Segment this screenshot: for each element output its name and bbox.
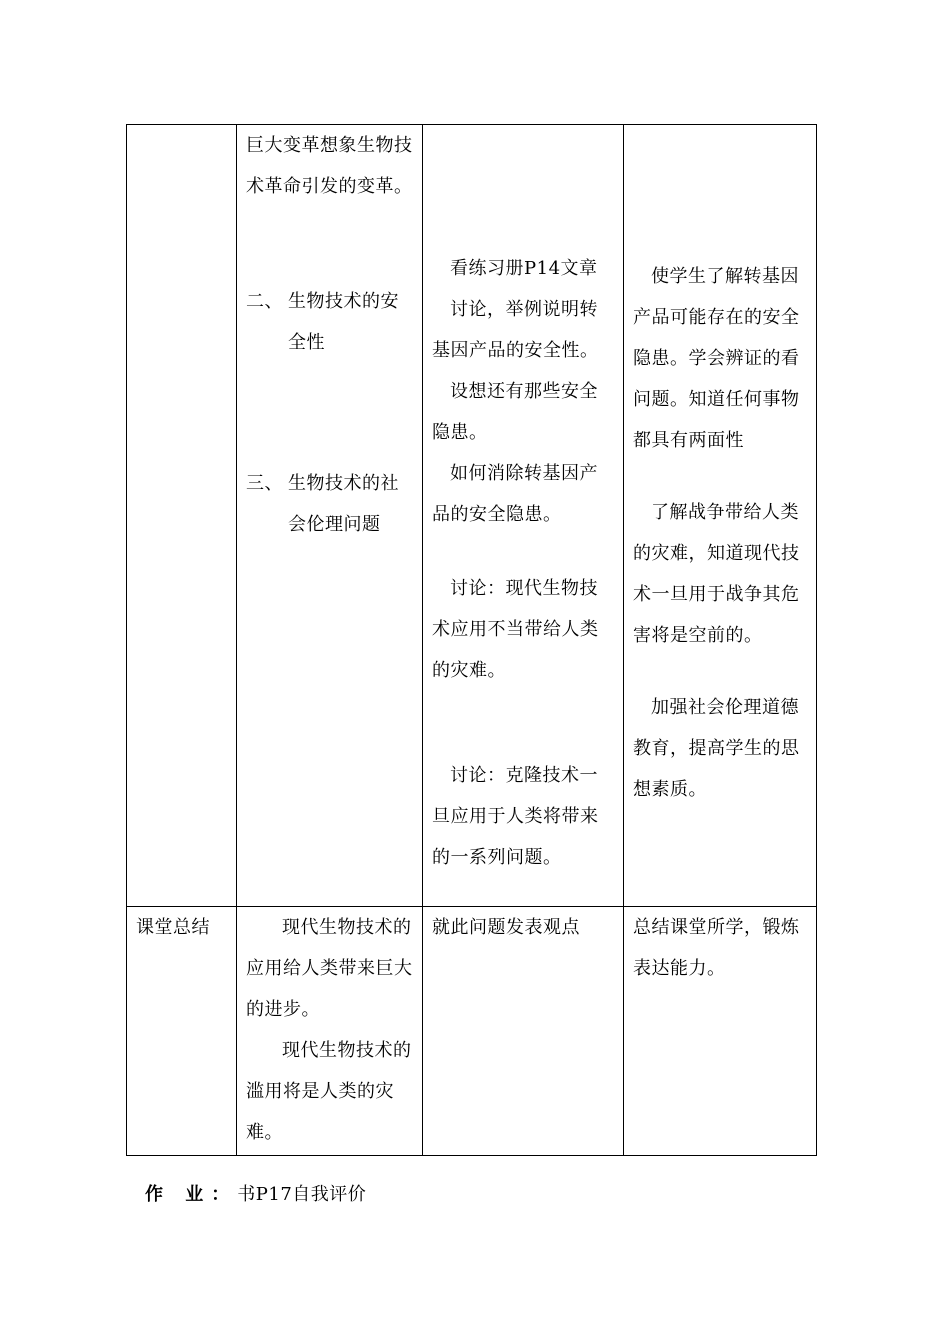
homework-line [145, 1180, 366, 1210]
section-title: 生物技术的安全性 [288, 291, 399, 353]
table-row [127, 125, 817, 907]
table-row [127, 907, 817, 1156]
goal-item: 加强社会伦理道德教育，提高学生的思想素质。 [633, 697, 800, 800]
activity-item: 讨论：克隆技术一旦应用于人类将带来的一系列问题。 [432, 765, 599, 868]
stage-cell [127, 125, 237, 907]
activity-item: 就此问题发表观点 [432, 917, 580, 938]
content-cell [237, 125, 423, 907]
homework-label: 作 业： [145, 1184, 238, 1205]
goal-item: 了解战争带给人类的灾难，知道现代技术一旦用于战争其危害将是空前的。 [633, 502, 800, 646]
summary-item: 现代生物技术的应用给人类带来巨大的进步。 [246, 917, 413, 1020]
section-number: 二、 [246, 291, 283, 312]
lesson-plan-table [126, 124, 817, 1156]
activity-item: 讨论，举例说明转基因产品的安全性。 [432, 299, 599, 361]
activity-cell [423, 125, 624, 907]
goal-cell [624, 907, 817, 1156]
summary-item: 现代生物技术的滥用将是人类的灾难。 [246, 1040, 412, 1143]
content-cell [237, 907, 423, 1156]
homework-text: 书P17自我评价 [237, 1184, 367, 1205]
activity-cell [423, 907, 624, 1156]
section-heading [246, 463, 414, 545]
goal-item: 总结课堂所学，锻炼表达能力。 [633, 917, 800, 979]
activity-item: 如何消除转基因产品的安全隐患。 [432, 463, 598, 525]
activity-item: 讨论：现代生物技术应用不当带给人类的灾难。 [432, 578, 599, 681]
goal-cell [624, 125, 817, 907]
stage-cell [127, 907, 237, 1156]
section-heading [246, 281, 414, 363]
content-intro: 巨大变革想象生物技术革命引发的变革。 [246, 135, 413, 197]
stage-label: 课堂总结 [136, 917, 210, 938]
goal-item: 使学生了解转基因产品可能存在的安全隐患。学会辨证的看问题。知道任何事物都具有两面性 [633, 266, 800, 451]
activity-item: 看练习册P14文章 [450, 258, 598, 279]
section-number: 三、 [246, 473, 283, 494]
section-title: 生物技术的社会伦理问题 [288, 473, 399, 535]
activity-item: 设想还有那些安全隐患。 [432, 381, 598, 443]
